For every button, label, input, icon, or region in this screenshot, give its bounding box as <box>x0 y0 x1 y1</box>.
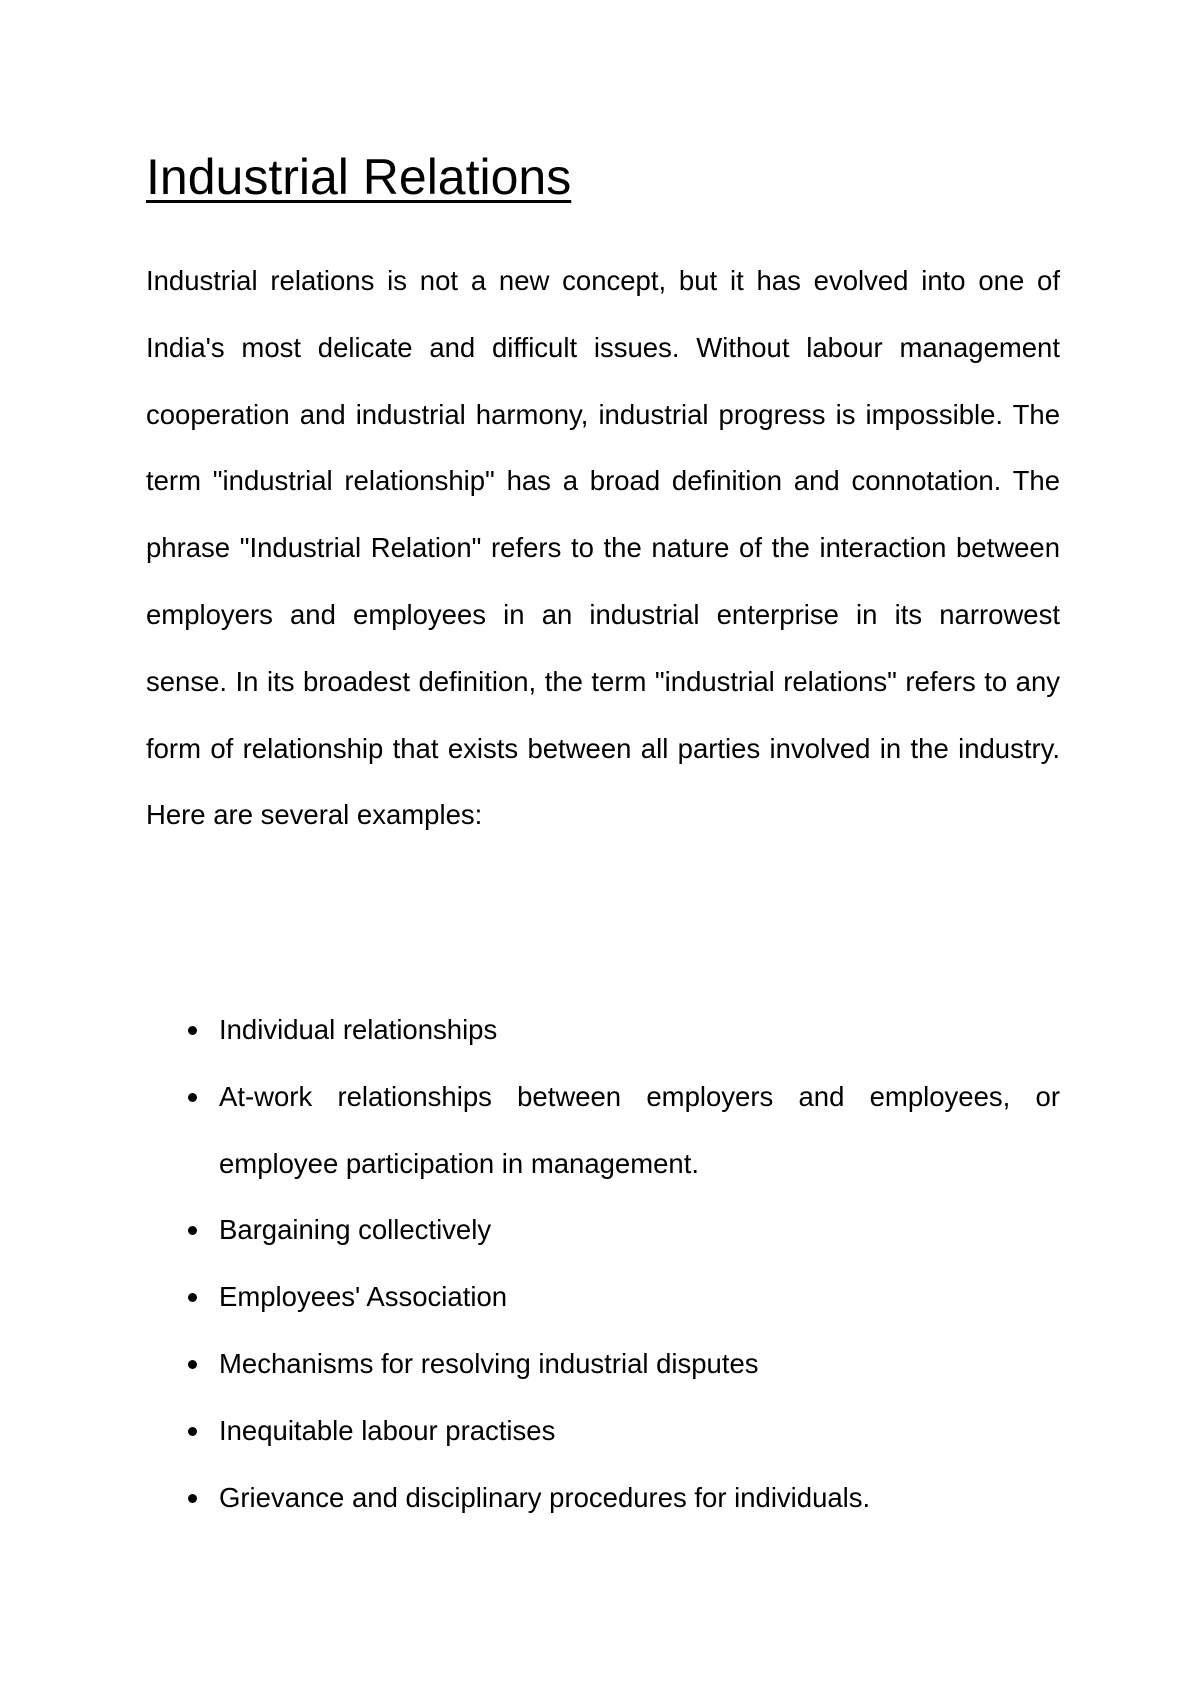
intro-paragraph: Industrial relations is not a new concept, but it has evolved into one of India's most delicate and difficult issues. Without labour management cooperation and industrial harmony, industrial progress is impossible. The term "industrial relationship" has a broad definition and connotation. The phrase "Industrial Relation" refers to the nature of the interaction between employers and employees in an industrial enterprise in its narrowest sense. In its broadest definition, the term "industrial relations" refers to any form of relationship that exists between all parties involved in the industry. Here are several examples: <box>146 265 1060 831</box>
list-item-text: Mechanisms for resolving industrial disputes <box>219 1347 759 1379</box>
bullet-icon <box>188 1494 197 1503</box>
examples-list <box>146 997 1060 1531</box>
list-item <box>146 1197 1060 1264</box>
bullet-icon <box>188 1026 197 1035</box>
bullet-icon <box>188 1226 197 1235</box>
list-item <box>146 997 1060 1064</box>
list-item <box>146 1331 1060 1398</box>
list-item <box>146 1264 1060 1331</box>
list-item <box>146 1398 1060 1465</box>
list-item <box>146 1465 1060 1532</box>
list-item-text: Bargaining collectively <box>219 1214 492 1246</box>
list-item <box>146 1064 1060 1198</box>
list-item-text: At-work relationships between employers and employees, or employee participation in management. <box>219 1080 1060 1179</box>
list-item-text: Employees' Association <box>219 1281 508 1313</box>
list-item-text: Inequitable labour practises <box>219 1414 556 1446</box>
bullet-icon <box>188 1293 197 1302</box>
document-title: Industrial Relations <box>146 149 572 205</box>
bullet-icon <box>188 1093 197 1102</box>
list-item-text: Grievance and disciplinary procedures for individuals. <box>219 1481 871 1513</box>
bullet-icon <box>188 1360 197 1369</box>
bullet-icon <box>188 1427 197 1436</box>
list-item-text: Individual relationships <box>219 1014 498 1045</box>
